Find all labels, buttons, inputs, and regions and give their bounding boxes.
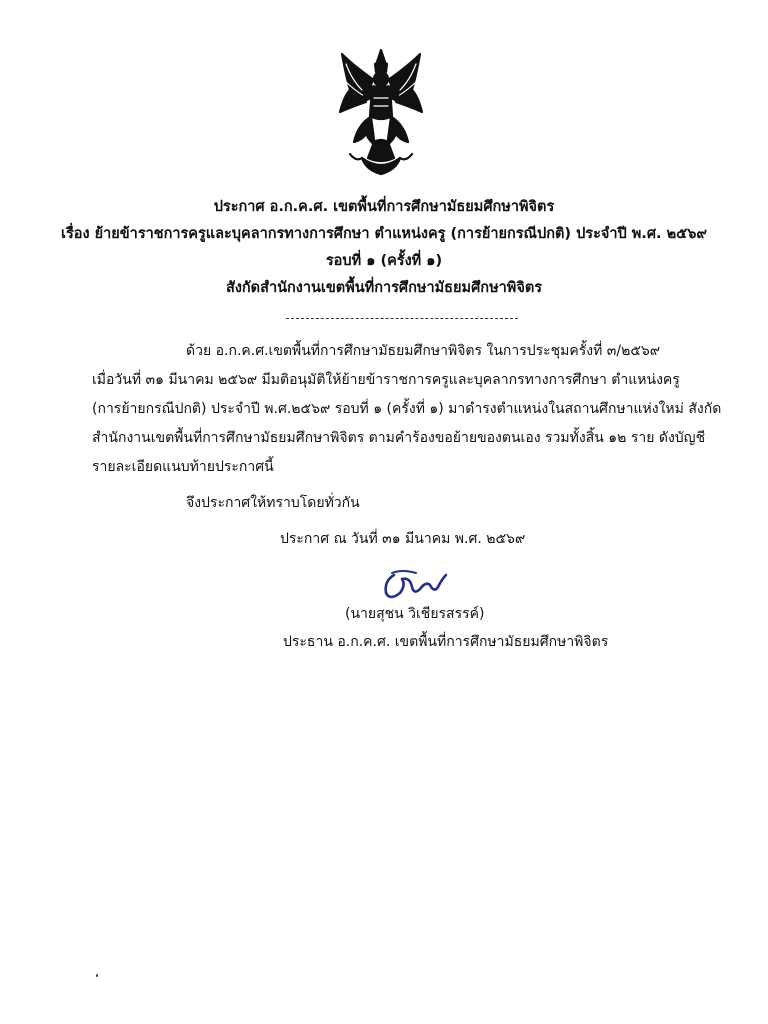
announcement-office: สังกัดสำนักงานเขตพื้นที่การศึกษามัธยมศึกษาพิจิตร (225, 280, 543, 296)
body-line: รายละเอียดแนบท้ายประกาศนี้ (92, 459, 274, 475)
signatory-name: (นายสุชน วิเชียรสรรค์) (345, 606, 485, 622)
separator-line (286, 318, 518, 319)
signatory-position: ประธาน อ.ก.ค.ศ. เขตพื้นที่การศึกษามัธยมศึกษาพิจิตร (283, 634, 609, 650)
announcement-date: ประกาศ ณ วันที่ ๓๑ มีนาคม พ.ศ. ๒๕๖๙ (280, 531, 526, 547)
garuda-emblem (336, 46, 426, 178)
signature-mark (380, 565, 450, 603)
announcement-subject: เรื่อง ย้ายข้าราชการครูและบุคลากรทางการศึกษา ตำแหน่งครู (การย้ายกรณีปกติ) ประจำปี พ.ศ. ๒๕๖๙ (61, 226, 707, 242)
body-line: สำนักงานเขตพื้นที่การศึกษามัธยมศึกษาพิจิตร ตามคำร้องขอย้ายของตนเอง รวมทั้งสิ้น ๑๒ ราย ดังบัญชี (92, 430, 706, 446)
announcement-title: ประกาศ อ.ก.ค.ศ. เขตพื้นที่การศึกษามัธยมศึกษาพิจิตร (213, 199, 555, 215)
notice-text: จึงประกาศให้ทราบโดยทั่วกัน (186, 495, 360, 511)
body-line: ด้วย อ.ก.ค.ศ.เขตพื้นที่การศึกษามัธยมศึกษาพิจิตร ในการประชุมครั้งที่ ๓/๒๕๖๙ (186, 343, 661, 359)
announcement-round: รอบที่ ๑ (ครั้งที่ ๑) (325, 253, 443, 269)
body-line: เมื่อวันที่ ๓๑ มีนาคม ๒๕๖๙ มีมติอนุมัติให้ย้ายข้าราชการครูและบุคลากรทางการศึกษา ตำแหน่งครู (92, 372, 680, 388)
body-line: (การย้ายกรณีปกติ) ประจำปี พ.ศ.๒๕๖๙ รอบที่ ๑ (ครั้งที่ ๑) มาดำรงตำแหน่งในสถานศึกษาแห่งใหม่ สังกัด (92, 401, 722, 417)
scan-speck (96, 974, 98, 977)
